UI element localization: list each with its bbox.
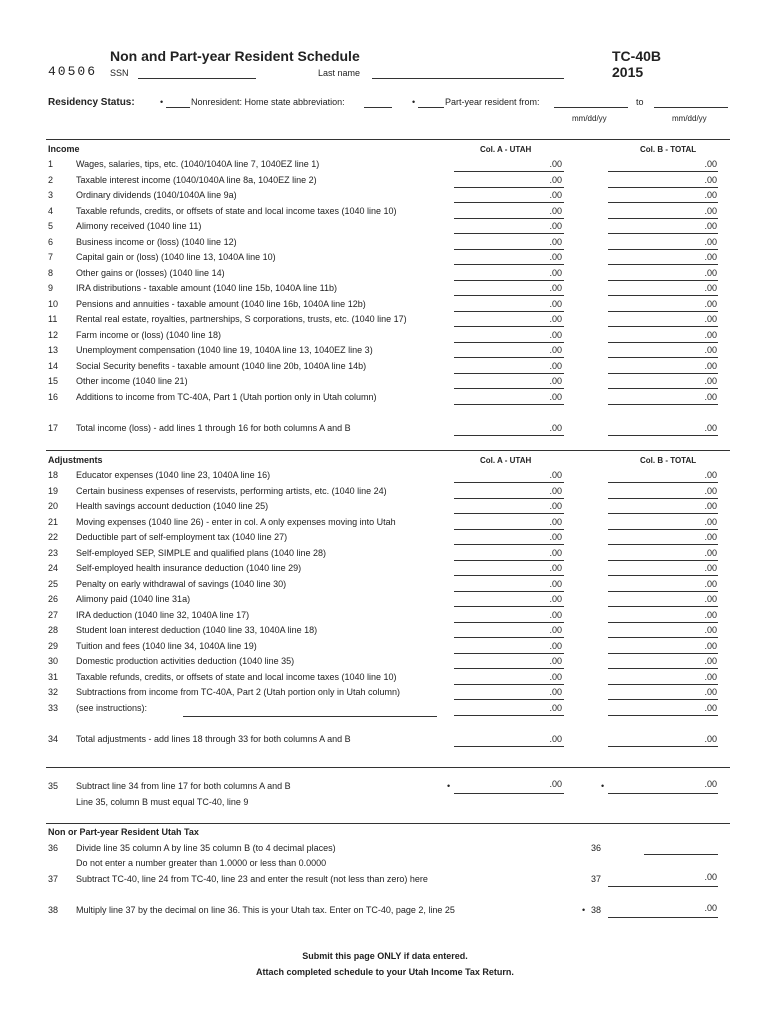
col-b-cents: .00: [704, 298, 717, 309]
nonresident-checkbox[interactable]: [166, 107, 190, 108]
col-b-field[interactable]: [608, 202, 718, 203]
col-b-cents: .00: [704, 283, 717, 293]
line-item-row: [0, 625, 770, 640]
col-b-field[interactable]: [608, 560, 718, 561]
col-b-cents: .00: [704, 734, 717, 744]
line-33-description-field[interactable]: [183, 716, 437, 717]
line-description: Subtractions from income from TC-40A, Part 2 (Utah portion only in Utah column): [76, 687, 400, 697]
col-a-field[interactable]: [454, 295, 564, 296]
line-number: 16: [48, 391, 59, 402]
col-a-field[interactable]: [454, 280, 564, 281]
col-a-cents: .00: [549, 687, 562, 697]
line-36-note: Do not enter a number greater than 1.0000 or less than 0.0000: [76, 858, 327, 868]
col-b-field[interactable]: [608, 187, 718, 188]
col-a-field[interactable]: [454, 699, 564, 700]
col-a-cents: .00: [549, 656, 562, 666]
line-description: Ordinary dividends (1040/1040A line 9a): [76, 190, 237, 200]
line-number: 20: [48, 501, 59, 511]
col-a-field[interactable]: [454, 653, 564, 654]
col-a-cents: .00: [549, 298, 562, 309]
col-b-cents: .00: [704, 423, 717, 433]
line-37-number: 37: [48, 874, 59, 884]
col-b-field[interactable]: [608, 357, 718, 358]
line-number: 5: [48, 221, 54, 231]
line-number: 2: [48, 174, 54, 185]
col-a-cents: .00: [549, 190, 562, 200]
col-a-cents: .00: [549, 283, 562, 293]
line-item-row: [0, 579, 770, 594]
col-b-field[interactable]: [608, 171, 718, 172]
line-description: Educator expenses (1040 line 23, 1040A line 16): [76, 470, 271, 480]
form-code: 40506: [48, 64, 98, 79]
line-number: 34: [48, 734, 59, 744]
col-b-field[interactable]: [608, 591, 718, 592]
col-a-cents: .00: [549, 625, 562, 635]
line-number: 10: [48, 298, 59, 309]
line-description: Farm income or (loss) (1040 line 18): [76, 329, 222, 340]
line-number: 8: [48, 267, 54, 278]
col-b-field[interactable]: [608, 715, 718, 716]
line-description: Moving expenses (1040 line 26) - enter in col. A only expenses moving into Utah: [76, 516, 396, 527]
line-number: 19: [48, 485, 59, 496]
col-b-field[interactable]: [608, 529, 718, 530]
line-number: 4: [48, 205, 54, 216]
last-name-field[interactable]: [372, 78, 564, 79]
col-b-cents: .00: [704, 205, 717, 216]
bullet-nonresident: •: [160, 97, 164, 107]
line-item-row: [0, 268, 770, 283]
col-a-field[interactable]: [454, 202, 564, 203]
col-a-cents: .00: [549, 236, 562, 247]
col-b-cents: .00: [704, 190, 717, 200]
line-number: 32: [48, 687, 59, 697]
line-description: Taxable refunds, credits, or offsets of state and local income taxes (1040 line 10): [76, 671, 397, 682]
col-b-field[interactable]: [608, 606, 718, 607]
line-item-row: [0, 190, 770, 205]
line-number: 18: [48, 470, 59, 480]
line-description: Tuition and fees (1040 line 34, 1040A line 19): [76, 640, 257, 651]
col-a-cents: .00: [549, 470, 562, 480]
line-description: Self-employed health insurance deduction (1040 line 29): [76, 563, 302, 573]
income-divider: [46, 139, 730, 140]
partyear-to-field[interactable]: [654, 107, 728, 108]
col-a-cents: .00: [549, 345, 562, 355]
line-item-row: [0, 563, 770, 578]
line-38-number: 38: [48, 905, 59, 915]
line-description: Alimony paid (1040 line 31a): [76, 594, 191, 604]
line-description: Penalty on early withdrawal of savings (1040 line 30): [76, 578, 287, 589]
col-b-field[interactable]: [608, 544, 718, 545]
line-description: Total income (loss) - add lines 1 through 16 for both columns A and B: [76, 423, 351, 433]
col-b-field[interactable]: [608, 264, 718, 265]
line-description: Deductible part of self-employment tax (1040 line 27): [76, 532, 288, 542]
col-a-field[interactable]: [454, 342, 564, 343]
ssn-label: SSN: [110, 68, 129, 78]
col-a-field[interactable]: [454, 498, 564, 499]
col-b-field[interactable]: [608, 249, 718, 250]
col-b-cents: .00: [704, 236, 717, 247]
col-b-field[interactable]: [608, 668, 718, 669]
line-35-number: 35: [48, 781, 59, 791]
col-b-cents: .00: [704, 314, 717, 324]
col-a-field[interactable]: [454, 326, 564, 327]
line35-divider: [46, 767, 730, 768]
line-item-row: [0, 237, 770, 252]
col-b-cents: .00: [704, 267, 717, 278]
line-description: Domestic production activities deduction (1040 line 35): [76, 656, 295, 666]
col-b-cents: .00: [704, 578, 717, 589]
line-description: IRA distributions - taxable amount (1040 line 15b, 1040A line 11b): [76, 283, 337, 293]
line-item-row: [0, 594, 770, 609]
line-35-bullet-a: •: [447, 781, 451, 791]
col-b-cents: .00: [704, 174, 717, 185]
col-a-field[interactable]: [454, 668, 564, 669]
col-a-cents: .00: [549, 391, 562, 402]
col-b-cents: .00: [704, 609, 717, 620]
col-b-cents: .00: [704, 485, 717, 496]
line-description: Taxable interest income (1040/1040A line 8a, 1040EZ line 2): [76, 174, 317, 185]
form-id: TC-40B: [612, 48, 662, 64]
line-number: 9: [48, 283, 54, 293]
col-a-field[interactable]: [454, 513, 564, 514]
line-number: 14: [48, 360, 59, 371]
line-number: 25: [48, 578, 59, 589]
col-a-field[interactable]: [454, 373, 564, 374]
line-item-row: [0, 299, 770, 314]
col-b-field[interactable]: [608, 482, 718, 483]
col-b-cents: .00: [704, 345, 717, 355]
col-a-cents: .00: [549, 516, 562, 527]
col-b-cents: .00: [704, 360, 717, 371]
col-a-cents: .00: [549, 423, 562, 433]
col-b-field[interactable]: [608, 342, 718, 343]
line-number: 24: [48, 563, 59, 573]
col-b-field[interactable]: [608, 311, 718, 312]
col-b-field[interactable]: [608, 699, 718, 700]
utah-tax-heading: Non or Part-year Resident Utah Tax: [48, 827, 199, 837]
line-number: 7: [48, 252, 54, 262]
line-number: 12: [48, 329, 59, 340]
line-37-label: 37: [591, 874, 602, 884]
line-item-row: [0, 423, 770, 438]
col-a-field[interactable]: [454, 482, 564, 483]
line-38-description: Multiply line 37 by the decimal on line 36. This is your Utah tax. Enter on TC-40, page 2, line 25: [76, 905, 455, 915]
page-title: Non and Part-year Resident Schedule: [110, 48, 360, 64]
col-a-cents: .00: [549, 205, 562, 216]
line-item-row: [0, 206, 770, 221]
line-number: 3: [48, 190, 54, 200]
ssn-field[interactable]: [138, 78, 256, 79]
col-a-field[interactable]: [454, 218, 564, 219]
col-b-field[interactable]: [608, 233, 718, 234]
line-description: Health savings account deduction (1040 line 25): [76, 501, 269, 511]
line-number: 23: [48, 547, 59, 558]
line-description: Unemployment compensation (1040 line 19, 1040A line 13, 1040EZ line 3): [76, 345, 373, 355]
line-number: 22: [48, 532, 59, 542]
adjustments-divider: [46, 450, 730, 451]
line-item-row: [0, 361, 770, 376]
col-a-cents: .00: [549, 267, 562, 278]
col-a-field[interactable]: [454, 544, 564, 545]
line-description: Social Security benefits - taxable amount (1040 line 20b, 1040A line 14b): [76, 360, 367, 371]
line-item-row: [0, 314, 770, 329]
col-a-field[interactable]: [454, 715, 564, 716]
col-b-field[interactable]: [608, 280, 718, 281]
col-b-cents: .00: [704, 501, 717, 511]
col-b-cents: .00: [704, 594, 717, 604]
partyear-checkbox[interactable]: [418, 107, 444, 108]
line-description: Alimony received (1040 line 11): [76, 221, 202, 231]
col-a-field[interactable]: [454, 606, 564, 607]
line-item-row: [0, 159, 770, 174]
line-item-row: [0, 687, 770, 702]
col-b-cents: .00: [704, 252, 717, 262]
line-number: 17: [48, 423, 59, 433]
col-a-field[interactable]: [454, 435, 564, 436]
line-description: Rental real estate, royalties, partnerships, S corporations, trusts, etc. (1040 line 17): [76, 314, 407, 324]
col-b-cents: .00: [704, 671, 717, 682]
footer-attach-note: Attach completed schedule to your Utah Income Tax Return.: [256, 967, 514, 977]
col-a-cents: .00: [549, 314, 562, 324]
line-35-col-b-field[interactable]: [608, 793, 718, 794]
col-a-cents: .00: [549, 640, 562, 651]
col-b-cents: .00: [704, 547, 717, 558]
line-item-row: [0, 175, 770, 190]
line-description: Taxable refunds, credits, or offsets of state and local income taxes (1040 line 10): [76, 205, 397, 216]
line-38-cents: .00: [704, 903, 717, 913]
col-a-field[interactable]: [454, 357, 564, 358]
col-a-field[interactable]: [454, 575, 564, 576]
col-b-cents: .00: [704, 640, 717, 651]
line-number: 26: [48, 594, 59, 604]
col-b-cents: .00: [704, 470, 717, 480]
line-description: Pensions and annuities - taxable amount (1040 line 16b, 1040A line 12b): [76, 298, 366, 309]
col-b-field[interactable]: [608, 653, 718, 654]
line-36-number: 36: [48, 843, 59, 853]
col-a-field[interactable]: [454, 637, 564, 638]
col-b-cents: .00: [704, 532, 717, 542]
line-item-row: [0, 532, 770, 547]
line-item-row: [0, 252, 770, 267]
line-number: 33: [48, 702, 59, 713]
line-36-description: Divide line 35 column A by line 35 column B (to 4 decimal places): [76, 843, 336, 853]
home-state-field[interactable]: [364, 107, 392, 108]
income-col-a-header: Col. A - UTAH: [480, 145, 532, 154]
col-b-field[interactable]: [608, 513, 718, 514]
line-description: Wages, salaries, tips, etc. (1040/1040A line 7, 1040EZ line 1): [76, 159, 320, 169]
line-description: Student loan interest deduction (1040 line 33, 1040A line 18): [76, 625, 318, 635]
col-a-field[interactable]: [454, 529, 564, 530]
col-b-cents: .00: [704, 391, 717, 402]
line-item-row: [0, 330, 770, 345]
col-a-field[interactable]: [454, 404, 564, 405]
line-35-description: Subtract line 34 from line 17 for both columns A and B: [76, 781, 291, 791]
line-number: 28: [48, 625, 59, 635]
col-b-field[interactable]: [608, 404, 718, 405]
utah-tax-divider: [46, 823, 730, 824]
col-a-cents: .00: [549, 360, 562, 371]
col-b-field[interactable]: [608, 746, 718, 747]
adjustments-col-a-header: Col. A - UTAH: [480, 456, 532, 465]
col-a-field[interactable]: [454, 388, 564, 389]
line-37-description: Subtract TC-40, line 24 from TC-40, line 23 and enter the result (not less than zero) here: [76, 874, 428, 884]
col-b-cents: .00: [704, 702, 717, 713]
line-number: 15: [48, 376, 59, 386]
line-35-col-b-cents: .00: [704, 779, 717, 789]
line-number: 13: [48, 345, 59, 355]
col-a-cents: .00: [549, 578, 562, 589]
col-b-field[interactable]: [608, 326, 718, 327]
line-number: 11: [48, 314, 58, 324]
line-item-row: [0, 376, 770, 391]
col-b-cents: .00: [704, 563, 717, 573]
income-col-b-header: Col. B - TOTAL: [640, 145, 697, 154]
col-a-field[interactable]: [454, 171, 564, 172]
col-a-cents: .00: [549, 532, 562, 542]
col-a-cents: .00: [549, 671, 562, 682]
line-item-row: [0, 517, 770, 532]
line-description: Business income or (loss) (1040 line 12): [76, 236, 237, 247]
line-description: Other gains or (losses) (1040 line 14): [76, 267, 225, 278]
col-a-cents: .00: [549, 563, 562, 573]
col-b-cents: .00: [704, 516, 717, 527]
line-36-label: 36: [591, 843, 602, 853]
line-37-field[interactable]: [608, 886, 718, 887]
col-a-field[interactable]: [454, 249, 564, 250]
to-label: to: [636, 97, 644, 107]
col-a-field[interactable]: [454, 591, 564, 592]
line-number: 1: [48, 159, 54, 169]
col-a-cents: .00: [549, 609, 562, 620]
col-a-cents: .00: [549, 329, 562, 340]
footer-submit-note: Submit this page ONLY if data entered.: [302, 951, 468, 961]
line-number: 27: [48, 609, 59, 620]
line-37-cents: .00: [704, 872, 717, 882]
col-b-field[interactable]: [608, 622, 718, 623]
line-item-row: [0, 734, 770, 749]
col-b-field[interactable]: [608, 575, 718, 576]
col-a-field[interactable]: [454, 684, 564, 685]
col-a-field[interactable]: [454, 746, 564, 747]
col-a-field[interactable]: [454, 264, 564, 265]
line-number: 6: [48, 236, 54, 247]
bullet-partyear: •: [412, 97, 416, 107]
line-item-row: [0, 486, 770, 501]
form-year: 2015: [612, 64, 644, 80]
col-b-field[interactable]: [608, 388, 718, 389]
col-b-cents: .00: [704, 159, 717, 169]
col-b-cents: .00: [704, 656, 717, 666]
line-35-col-a-cents: .00: [549, 779, 562, 789]
col-a-cents: .00: [549, 594, 562, 604]
col-a-cents: .00: [549, 174, 562, 185]
col-a-cents: .00: [549, 376, 562, 386]
col-b-field[interactable]: [608, 218, 718, 219]
col-a-field[interactable]: [454, 311, 564, 312]
col-a-cents: .00: [549, 485, 562, 496]
col-a-cents: .00: [549, 734, 562, 744]
col-a-cents: .00: [549, 252, 562, 262]
line-description: Total adjustments - add lines 18 through 33 for both columns A and B: [76, 734, 351, 744]
line-number: 29: [48, 640, 59, 651]
line-38-label: 38: [591, 905, 602, 915]
col-a-cents: .00: [549, 547, 562, 558]
line-item-row: [0, 672, 770, 687]
col-b-field[interactable]: [608, 637, 718, 638]
col-a-field[interactable]: [454, 560, 564, 561]
income-heading: Income: [48, 144, 80, 154]
residency-status-label: Residency Status:: [48, 97, 135, 108]
from-date-format: mm/dd/yy: [572, 114, 607, 123]
col-b-cents: .00: [704, 376, 717, 386]
line-description: Other income (1040 line 21): [76, 376, 188, 386]
col-b-field[interactable]: [608, 435, 718, 436]
col-b-field[interactable]: [608, 295, 718, 296]
line-description: Self-employed SEP, SIMPLE and qualified plans (1040 line 28): [76, 547, 326, 558]
line-description: Additions to income from TC-40A, Part 1 (Utah portion only in Utah column): [76, 391, 377, 402]
line-number: 31: [48, 671, 59, 682]
line-35-col-a-field[interactable]: [454, 793, 564, 794]
line-item-row: [0, 641, 770, 656]
col-a-cents: .00: [549, 702, 562, 713]
line-number: 30: [48, 656, 59, 666]
partyear-from-field[interactable]: [554, 107, 628, 108]
col-a-cents: .00: [549, 221, 562, 231]
to-date-format: mm/dd/yy: [672, 114, 707, 123]
line-item-row: [0, 610, 770, 625]
line-item-row: [0, 221, 770, 236]
line-item-row: [0, 470, 770, 485]
col-a-cents: .00: [549, 159, 562, 169]
nonresident-label: Nonresident: Home state abbreviation:: [191, 97, 345, 107]
col-b-field[interactable]: [608, 373, 718, 374]
adjustments-heading: Adjustments: [48, 455, 103, 465]
col-b-field[interactable]: [608, 498, 718, 499]
line-item-row: [0, 548, 770, 563]
line-item-row: [0, 656, 770, 671]
col-a-cents: .00: [549, 501, 562, 511]
line-item-row: [0, 392, 770, 407]
line-description: Certain business expenses of reservists, performing artists, etc. (1040 line 24): [76, 485, 387, 496]
adjustments-col-b-header: Col. B - TOTAL: [640, 456, 697, 465]
line-38-field[interactable]: [608, 917, 718, 918]
col-b-cents: .00: [704, 687, 717, 697]
col-b-cents: .00: [704, 329, 717, 340]
line-item-row: [0, 501, 770, 516]
col-b-cents: .00: [704, 221, 717, 231]
line-35-bullet-b: •: [601, 781, 605, 791]
line-36-field[interactable]: [644, 854, 718, 855]
col-a-field[interactable]: [454, 622, 564, 623]
line-number: 21: [48, 516, 59, 527]
line-item-row: [0, 345, 770, 360]
line-item-row: [0, 283, 770, 298]
partyear-label: Part-year resident from:: [445, 97, 540, 107]
col-b-field[interactable]: [608, 684, 718, 685]
line-description: (see instructions):: [76, 702, 148, 713]
col-a-field[interactable]: [454, 187, 564, 188]
line-description: Capital gain or (loss) (1040 line 13, 1040A line 10): [76, 252, 276, 262]
col-a-field[interactable]: [454, 233, 564, 234]
line-35-note: Line 35, column B must equal TC-40, line 9: [76, 797, 249, 807]
line-38-bullet: •: [582, 905, 586, 915]
last-name-label: Last name: [318, 68, 361, 78]
col-b-cents: .00: [704, 625, 717, 635]
line-description: IRA deduction (1040 line 32, 1040A line 17): [76, 609, 250, 620]
